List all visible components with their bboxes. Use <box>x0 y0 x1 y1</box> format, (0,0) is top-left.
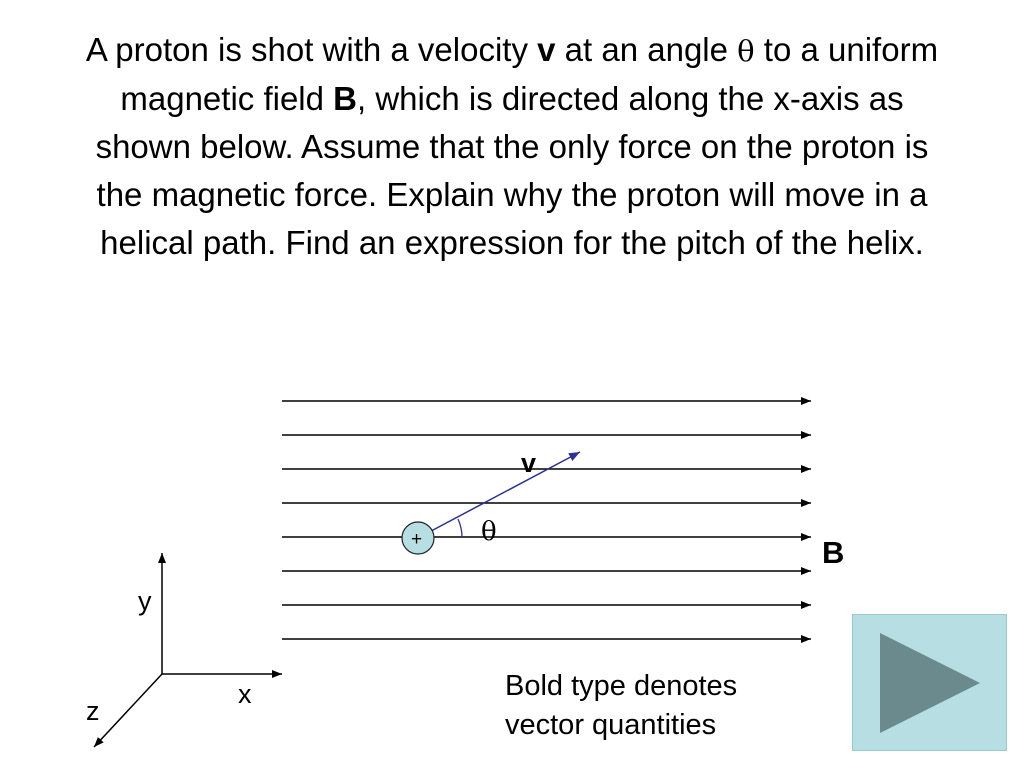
vector-note <box>505 667 737 745</box>
magnetic-field-lines <box>282 401 811 639</box>
angle-label: θ <box>481 517 497 547</box>
note-line-2: vector quantities <box>505 709 717 741</box>
field-symbol: B <box>333 80 357 117</box>
coordinate-axes <box>86 553 282 747</box>
y-axis-label: y <box>138 586 152 616</box>
field-label: B <box>822 535 845 570</box>
charge-sign: + <box>411 529 423 550</box>
angle-arc <box>458 519 462 537</box>
problem-text-1: A proton is shot with a velocity <box>85 31 538 68</box>
problem-text-3: to a uniform magnetic field <box>120 31 939 117</box>
z-axis <box>94 674 162 747</box>
next-slide-button[interactable] <box>852 614 1007 751</box>
x-axis-label: x <box>238 679 252 709</box>
theta-symbol: θ <box>737 34 755 68</box>
velocity-label: v <box>521 448 537 478</box>
velocity-symbol: v <box>537 31 556 68</box>
velocity-vector <box>418 452 580 538</box>
problem-text-2: at an angle <box>555 31 738 68</box>
z-axis-label: z <box>86 696 100 726</box>
play-icon <box>853 615 1008 752</box>
problem-text-4: , which is directed along the x-axis as shown below. Assume that the only force on the proton is the magnetic force. Explain why the proton will move in a helical path. Find an expression for the pitch of the helix. <box>95 80 929 261</box>
note-line-1: Bold type denotes <box>505 670 738 702</box>
